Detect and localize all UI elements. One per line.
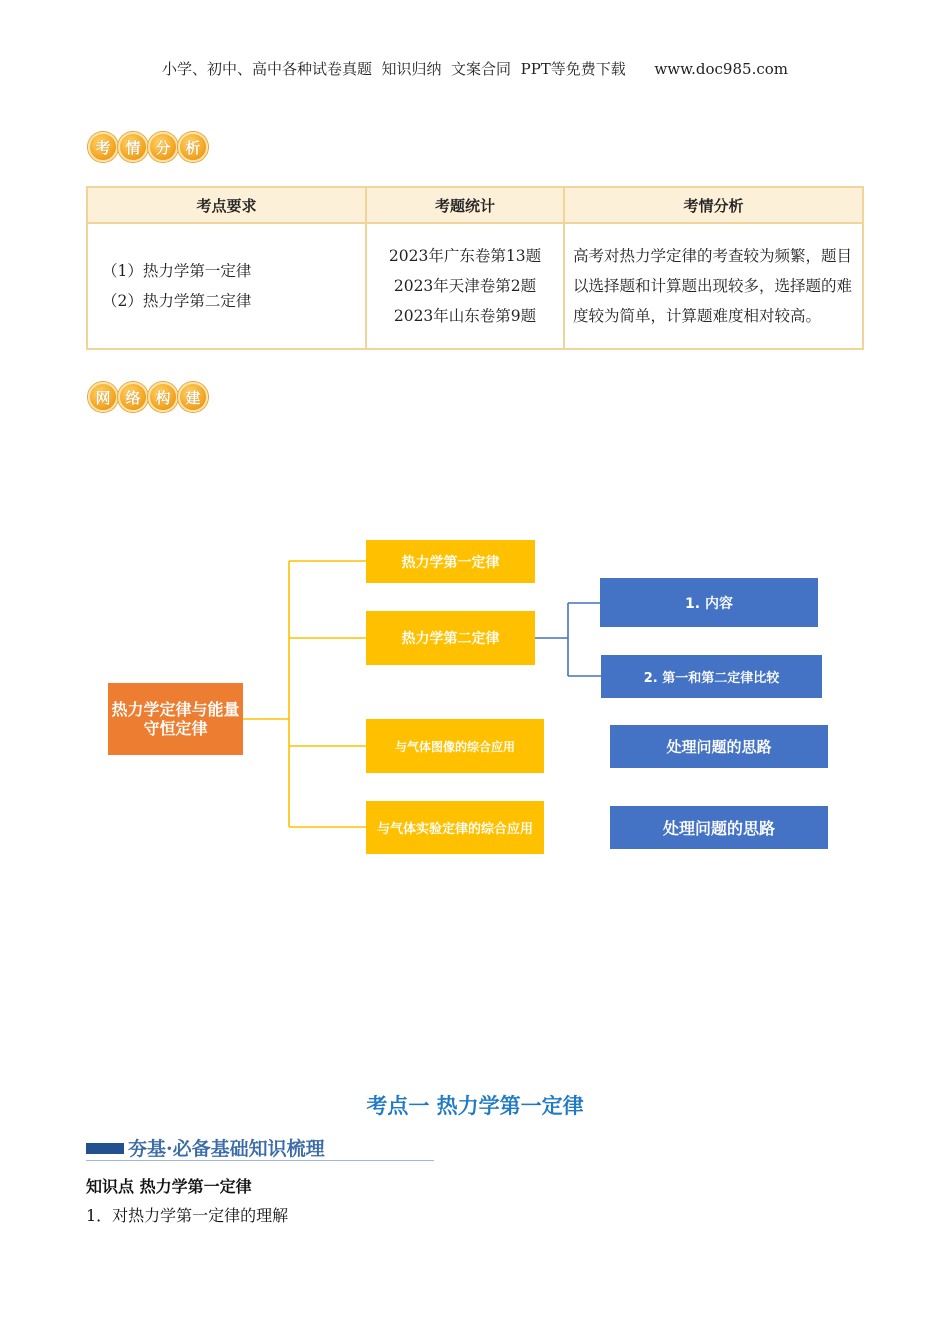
- kaodian-title: 考点一 热力学第一定律: [366, 1094, 584, 1118]
- badge-char: 考: [88, 132, 118, 162]
- requirement-item: （1）热力学第一定律: [102, 262, 252, 280]
- badge-char: 分: [148, 132, 178, 162]
- badge-char: 建: [178, 382, 208, 412]
- mindmap-branch-gas-graph: 与气体图像的综合应用: [366, 719, 544, 773]
- mindmap-branch-second-law: 热力学第二定律: [366, 611, 535, 665]
- knowledge-point-title: 知识点 热力学第一定律: [86, 1177, 252, 1196]
- mindmap-leaf-approach: 处理问题的思路: [610, 806, 828, 849]
- mindmap-root: 热力学定律与能量守恒定律: [108, 683, 243, 755]
- table-header: 考点要求: [87, 187, 366, 223]
- statistics-item: 2023年山东卷第9题: [393, 307, 537, 325]
- analysis-cell: 高考对热力学定律的考查较为频繁，题目以选择题和计算题出现较多，选择题的难度较为简单，计算题难度相对较高。: [564, 223, 863, 349]
- statistics-item: 2023年天津卷第2题: [393, 277, 537, 295]
- badge-char: 络: [118, 382, 148, 412]
- statistics-item: 2023年广东卷第13题: [388, 247, 542, 265]
- badge-char: 情: [118, 132, 148, 162]
- table-header: 考题统计: [366, 187, 564, 223]
- mindmap-leaf-comparison: 2. 第一和第二定律比较: [601, 655, 822, 698]
- mindmap-branch-first-law: 热力学第一定律: [366, 540, 535, 583]
- header-banner: 小学、初中、高中各种试卷真题 知识归纳 文案合同 PPT等免费下载 www.doc985.com: [161, 60, 788, 78]
- subheader-text: 夯基·必备基础知识梳理: [128, 1138, 325, 1160]
- mindmap-branch-gas-law: 与气体实验定律的综合应用: [366, 801, 544, 854]
- badge-char: 构: [148, 382, 178, 412]
- requirement-item: （2）热力学第二定律: [102, 292, 252, 310]
- knowledge-item: 1．对热力学第一定律的理解: [86, 1206, 289, 1225]
- mindmap-leaf-approach: 处理问题的思路: [610, 725, 828, 768]
- badge-char: 网: [88, 382, 118, 412]
- badge-char: 析: [178, 132, 208, 162]
- table-header: 考情分析: [564, 187, 863, 223]
- mindmap-leaf-content: 1. 内容: [600, 578, 818, 627]
- subheader-bar: [86, 1143, 124, 1154]
